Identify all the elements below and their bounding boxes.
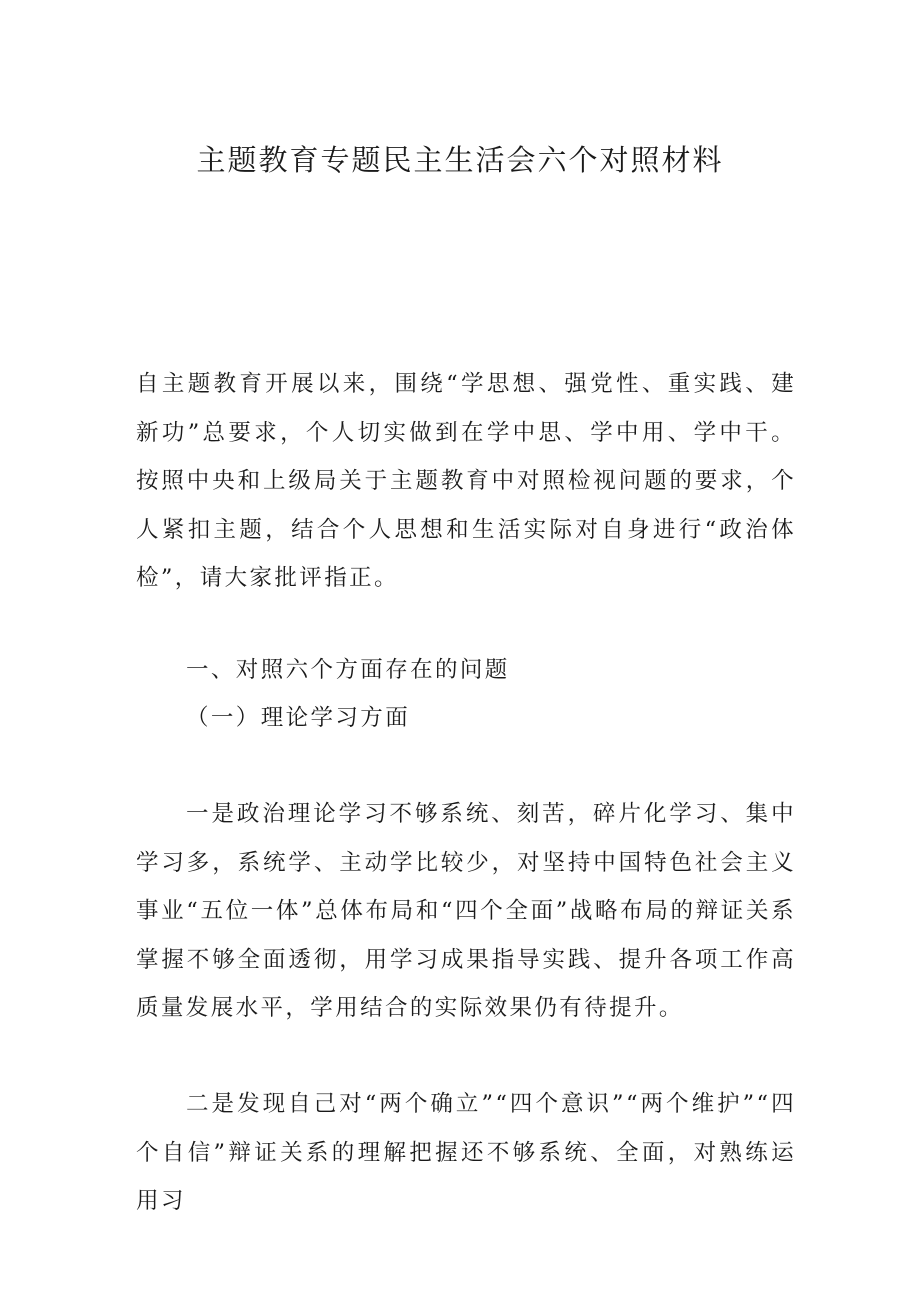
- intro-paragraph: 自主题教育开展以来，围绕“学思想、强党性、重实践、建新功”总要求，个人切实做到在学中思、学中用、学中干。按照中央和上级局关于主题教育中对照检视问题的要求，个人紧扣主题，结合个人思想和生活实际对自身进行“政治体检”，请大家批评指正。: [136, 371, 796, 591]
- section-heading: 一、对照六个方面存在的问题: [186, 657, 510, 683]
- body-paragraph-2: 二是发现自己对“两个确立”“四个意识”“两个维护”“四个自信”辩证关系的理解把握还不够系统、全面，对熟练运用习: [136, 1091, 796, 1214]
- document-title: 主题教育专题民主生活会六个对照材料: [196, 143, 724, 177]
- subsection-heading: （一）理论学习方面: [186, 705, 411, 731]
- body-paragraph-1: 一是政治理论学习不够系统、刻苦，碎片化学习、集中学习多，系统学、主动学比较少，对坚持中国特色社会主义事业“五位一体”总体布局和“四个全面”战略布局的辩证关系掌握不够全面透彻，用学习成果指导实践、提升各项工作高质量发展水平，学用结合的实际效果仍有待提升。: [136, 801, 796, 1021]
